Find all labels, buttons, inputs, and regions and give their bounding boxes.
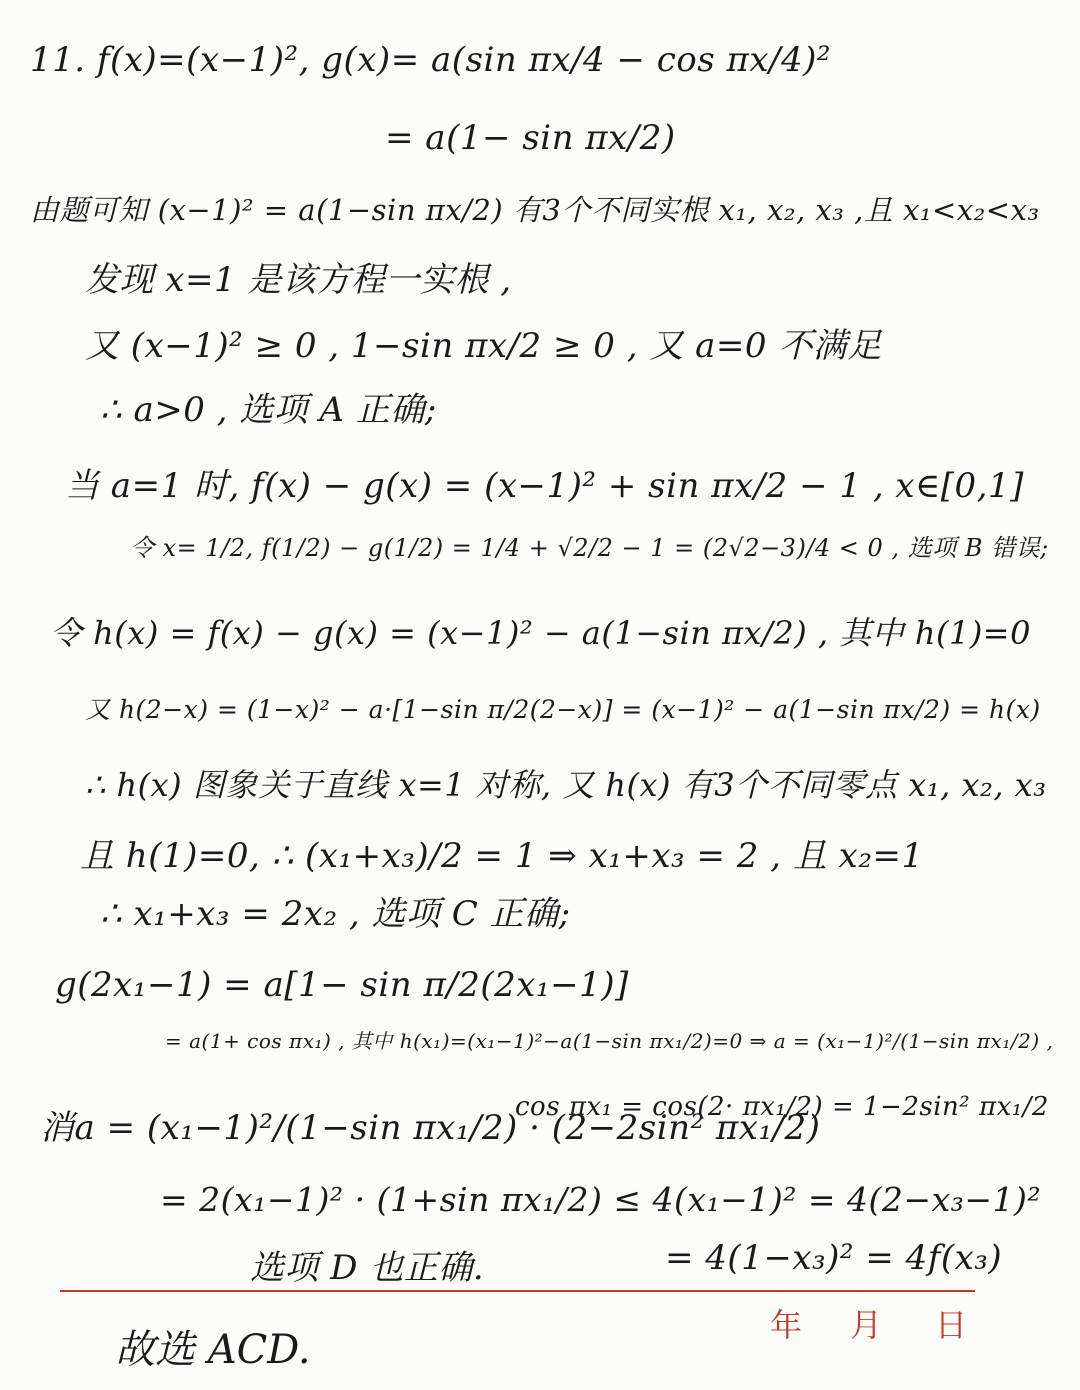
- solution-line-19: = 4(1−x₃)² = 4f(x₃): [665, 1238, 1003, 1278]
- red-divider-line: [60, 1290, 975, 1292]
- solution-line-4: 发现 x=1 是该方程一实根 ,: [85, 260, 512, 300]
- date-day-label: 日: [935, 1306, 968, 1344]
- date-month-label: 月: [850, 1306, 883, 1344]
- solution-line-15: = a(1+ cos πx₁) , 其中 h(x₁)=(x₁−1)²−a(1−sin πx₁/2)=0 ⇒ a = (x₁−1)²/(1−sin πx₁/2) ,: [165, 1029, 1054, 1053]
- solution-line-12: 且 h(1)=0, ∴ (x₁+x₃)/2 = 1 ⇒ x₁+x₃ = 2 , 且 x₂=1: [80, 836, 924, 876]
- solution-line-13: ∴ x₁+x₃ = 2x₂ , 选项 C 正确;: [100, 894, 571, 934]
- solution-line-5: 又 (x−1)² ≥ 0 , 1−sin πx/2 ≥ 0 , 又 a=0 不满足: [85, 326, 882, 366]
- solution-line-18: 选项 D 也正确.: [250, 1248, 485, 1288]
- solution-line-1: 11. f(x)=(x−1)², g(x)= a(sin πx/4 − cos πx/4)²: [30, 40, 832, 80]
- solution-line-14: g(2x₁−1) = a[1− sin π/2(2x₁−1)]: [55, 965, 629, 1005]
- solution-line-10: 又 h(2−x) = (1−x)² − a·[1−sin π/2(2−x)] = (x−1)² − a(1−sin πx/2) = h(x): [85, 695, 1041, 724]
- solution-line-17: = 2(x₁−1)² · (1+sin πx₁/2) ≤ 4(x₁−1)² = 4(2−x₃−1)²: [160, 1180, 1042, 1219]
- solution-line-3: 由题可知 (x−1)² = a(1−sin πx/2) 有3个不同实根 x₁, x₂, x₃ ,且 x₁<x₂<x₃: [30, 193, 1040, 227]
- solution-line-8: 令 x= 1/2, f(1/2) − g(1/2) = 1/4 + √2/2 − 1 = (2√2−3)/4 < 0 , 选项 B 错误;: [130, 534, 1049, 562]
- solution-line-9: 令 h(x) = f(x) − g(x) = (x−1)² − a(1−sin πx/2) , 其中 h(1)=0: [50, 614, 1031, 652]
- final-answer: 故选 ACD.: [115, 1327, 311, 1373]
- solution-line-7: 当 a=1 时, f(x) − g(x) = (x−1)² + sin πx/2 − 1 , x∈[0,1]: [65, 466, 1024, 506]
- solution-line-6: ∴ a>0 , 选项 A 正确;: [100, 390, 437, 430]
- date-year-label: 年: [770, 1306, 803, 1344]
- solution-line-16: 消a = (x₁−1)²/(1−sin πx₁/2) · (2−2sin² πx₁/2): [40, 1108, 821, 1148]
- side-note-cos-identity: cos πx₁ = cos(2· πx₁/2) = 1−2sin² πx₁/2: [515, 1092, 1049, 1122]
- solution-line-11: ∴ h(x) 图象关于直线 x=1 对称, 又 h(x) 有3个不同零点 x₁, x₂, x₃: [85, 766, 1047, 804]
- solution-line-2: = a(1− sin πx/2): [385, 118, 676, 158]
